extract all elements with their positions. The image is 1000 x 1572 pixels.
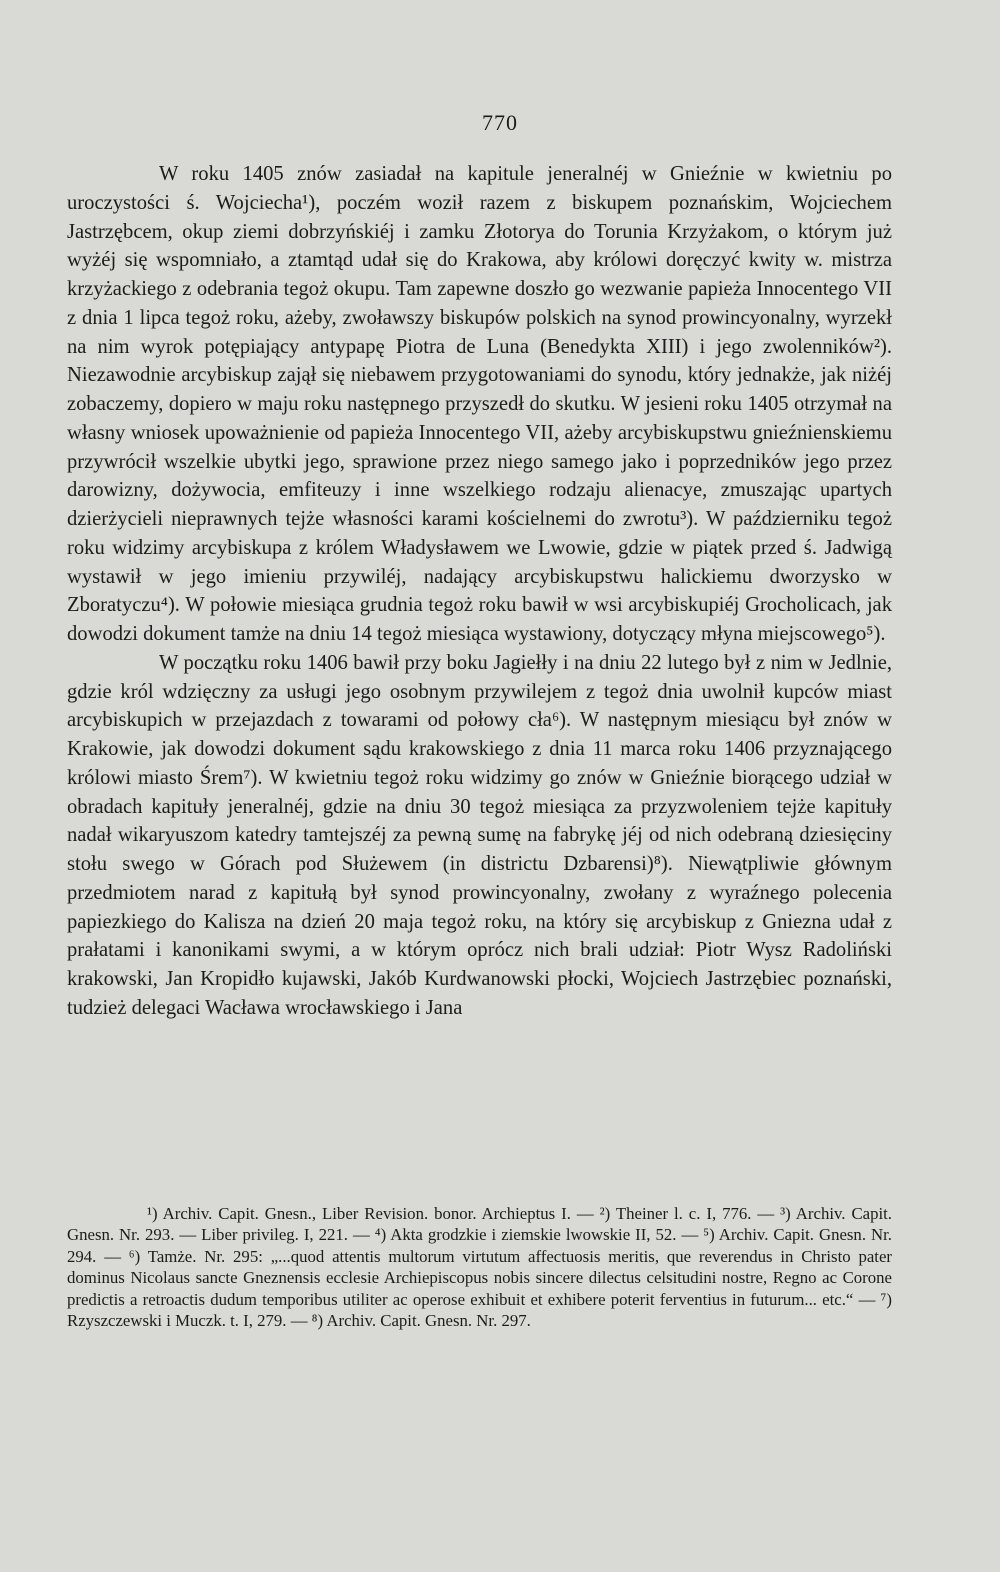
main-text (67, 160, 892, 1023)
page-number: 770 (482, 110, 518, 135)
paragraph-2: W początku roku 1406 bawił przy boku Jagiełły i na dniu 22 lutego był z nim w Jedlnie, gdzie król wdzięczny za usługi jego osobnym przywilejem z tegoż dnia uwolnił kupców miast arcybiskupich w przejazdach z towarami od połowy cła⁶). W następnym miesiącu był znów w Krakowie, jak dowodzi dokument sądu krakowskiego z dnia 11 marca roku 1406 przyznającego królowi miasto Śrem⁷). W kwietniu tegoż roku widzimy go znów w Gnieźnie biorącego udział w obradach kapituły jeneralnéj, gdzie na dniu 30 tegoż miesiąca za przyzwoleniem tejże kapituły nadał wikaryuszom katedry tamtejszéj za pewną sumę na fabrykę jéj od nich odebraną dziesięciny stołu swego w Górach pod Służewem (in districtu Dzbarensi)⁸). Niewątpliwie głównym przedmiotem narad z kapitułą był synod prowincyonalny, zwołany z wyraźnego polecenia papiezkiego do Kalisza na dzień 20 maja tegoż roku, na który się arcybiskup z Gniezna udał z prałatami i kanonikami swymi, a w którym oprócz nich brali udział: Piotr Wysz Radoliński krakowski, Jan Kropidło kujawski, Jakób Kurdwanowski płocki, Wojciech Jastrzębiec poznański, tudzież delegaci Wacława wrocławskiego i Jana (67, 651, 892, 1019)
footnotes (67, 1203, 892, 1331)
paragraph-1: W roku 1405 znów zasiadał na kapitule jeneralnéj w Gnieźnie w kwietniu po uroczystości ś. Wojciecha¹), poczém woził razem z biskupem poznańskim, Wojciechem Jastrzębcem, okup ziemi dobrzyńskiéj i zamku Złotorya do Torunia Krzyżakom, o którym już wyżéj się wspomniało, a ztamtąd udał się do Krakowa, aby królowi doręczyć kwity w. mistrza krzyżackiego z odebrania tegoż okupu. Tam zapewne doszło go wezwanie papieża Innocentego VII z dnia 1 lipca tegoż roku, ażeby, zwoławszy biskupów polskich na synod prowincyonalny, wyrzekł na nim wyrok potępiający antypapę Piotra de Luna (Benedykta XIII) i jego zwolenników²). Niezawodnie arcybiskup zajął się niebawem przygotowaniami do synodu, który jednakże, jak niżéj zobaczemy, dopiero w maju roku następnego przyszedł do skutku. W jesieni roku 1405 otrzymał na własny wniosek upoważnienie od papieża Innocentego VII, ażeby arcybiskupstwu gnieźnienskiemu przywrócił wszelkie ubytki jego, sprawione przez niego samego jako i poprzedników jego przez darowizny, dożywocia, emfiteuzy i inne wszelkiego rodzaju alienacye, zmuszając upartych dzierżycieli nieprawnych tejże własności karami kościelnemi do zwrotu³). W październiku tegoż roku widzimy arcybiskupa z królem Władysławem we Lwowie, gdzie w piątek przed ś. Jadwigą wystawił w jego imieniu przywiléj, nadający arcybiskupstwu halickiemu dworzysko w Zboratyczu⁴). W połowie miesiąca grudnia tegoż roku bawił w wsi arcybiskupiéj Grocholicach, jak dowodzi dokument tamże na dniu 14 tegoż miesiąca wystawiony, dotyczący młyna miejscowego⁵). (67, 163, 892, 645)
footnote-block: ¹) Archiv. Capit. Gnesn., Liber Revision. bonor. Archieptus I. — ²) Theiner l. c. I, 776. — ³) Archiv. Capit. Gnesn. Nr. 293. — Liber privileg. I, 221. — ⁴) Akta grodzkie i ziemskie lwowskie II, 52. — ⁵) Archiv. Capit. Gnesn. Nr. 294. — ⁶) Tamże. Nr. 295: „...quod attentis multorum virtutum affectuosis meritis, que reverendus in Christo pater dominus Nicolaus sancte Gneznensis ecclesie Archiepiscopus nobis sincere dilectus celsitudini nostre, Regno ac Corone predictis a retroactis dudum temporibus utiliter ac operose exhibuit et exhibere poterit ferventius in futurum... etc.“ — ⁷) Rzyszczewski i Muczk. t. I, 279. — ⁸) Archiv. Capit. Gnesn. Nr. 297. (67, 1204, 892, 1331)
